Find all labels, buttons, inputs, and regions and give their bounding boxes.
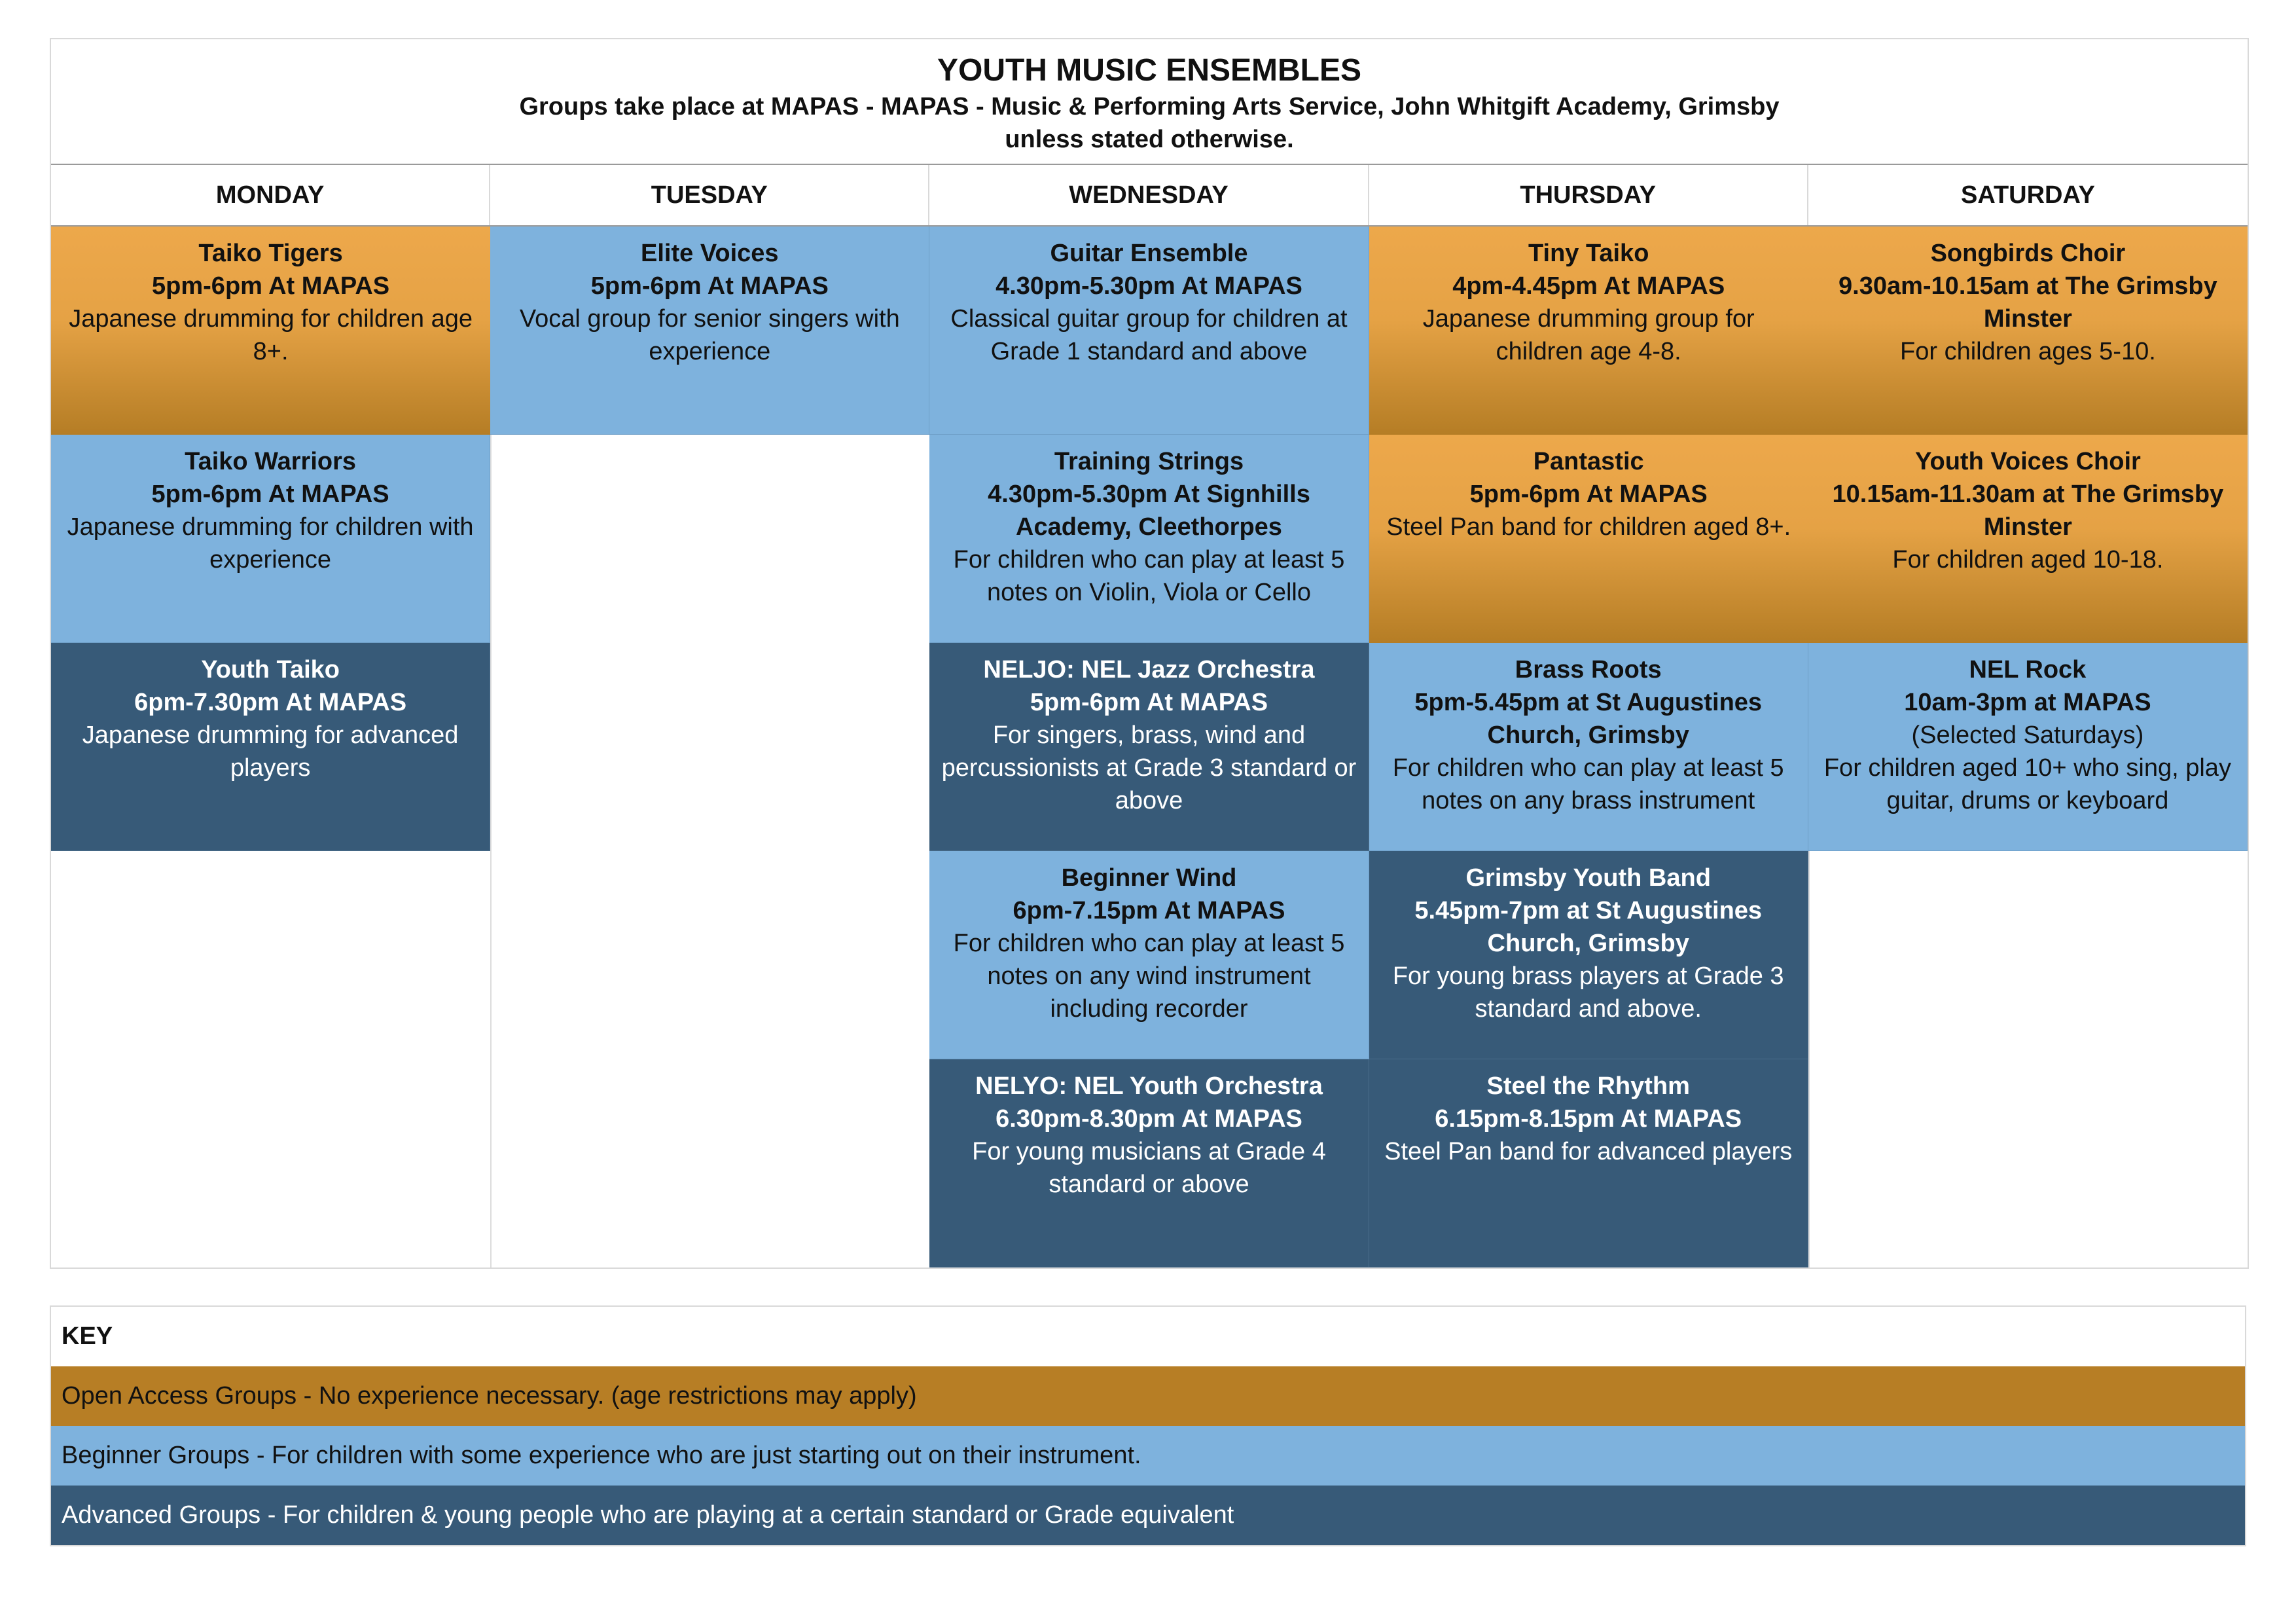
- timetable-header: [51, 39, 2248, 165]
- group-name: NEL Rock: [1969, 656, 2087, 684]
- venue-subtitle-note: unless stated otherwise.: [1005, 126, 1294, 153]
- group-name: Youth Taiko: [201, 656, 340, 684]
- group-description: Japanese drumming for children with experience: [67, 513, 474, 574]
- group-note: (Selected Saturdays): [1911, 721, 2144, 749]
- group-card-youth-voices-choir: [1808, 435, 2248, 643]
- group-time: 4pm-4.45pm At MAPAS: [1452, 272, 1725, 300]
- group-name: NELJO: NEL Jazz Orchestra: [983, 656, 1315, 684]
- group-time: 5pm-6pm At MAPAS: [590, 272, 829, 300]
- group-name: Beginner Wind: [1061, 864, 1237, 892]
- group-description: Japanese drumming for children age 8+.: [69, 305, 473, 365]
- group-description: For children aged 10+ who sing, play guitar, drums or keyboard: [1823, 754, 2231, 814]
- group-description: For children aged 10-18.: [1892, 546, 2164, 574]
- group-name: Elite Voices: [641, 240, 779, 267]
- page-title: YOUTH MUSIC ENSEMBLES: [937, 53, 1362, 88]
- group-time: 5pm-5.45pm at St Augustines Church, Grimsby: [1414, 689, 1763, 749]
- group-card-pantastic: [1369, 435, 1808, 643]
- group-card-songbirds-choir: [1808, 227, 2248, 435]
- group-description: For children who can play at least 5 notes on any wind instrument including recorder: [953, 930, 1345, 1023]
- group-description: Steel Pan band for children aged 8+.: [1386, 513, 1791, 541]
- group-description: For children who can play at least 5 notes on Violin, Viola or Cello: [953, 546, 1345, 606]
- day-header-wednesday: WEDNESDAY: [929, 165, 1369, 225]
- group-card-youth-taiko: [51, 643, 490, 851]
- group-description: For children who can play at least 5 notes on any brass instrument: [1392, 754, 1784, 814]
- group-name: Training Strings: [1054, 448, 1244, 475]
- group-card-grimsby-youth-band: [1369, 851, 1808, 1059]
- group-card-steel-the-rhythm: [1369, 1059, 1808, 1267]
- group-name: Songbirds Choir: [1930, 240, 2126, 267]
- group-card-taiko-warriors: [51, 435, 490, 643]
- group-description: For children ages 5-10.: [1900, 338, 2156, 365]
- group-card-nel-rock: [1808, 643, 2248, 851]
- schedule-grid: [51, 227, 2248, 1267]
- venue-subtitle: Groups take place at MAPAS - MAPAS - Music & Performing Arts Service, John Whitgift Academy, Grimsby: [519, 93, 1780, 120]
- group-card-neljo: [929, 643, 1369, 851]
- group-time: 10.15am-11.30am at The Grimsby Minster: [1832, 481, 2224, 541]
- group-card-guitar-ensemble: [929, 227, 1369, 435]
- legend-advanced: Advanced Groups - For children & young people who are playing at a certain standard or Grade equivalent: [51, 1486, 2245, 1545]
- group-card-nelyo: [929, 1059, 1369, 1267]
- group-name: Youth Voices Choir: [1914, 448, 2141, 475]
- group-time: 6.30pm-8.30pm At MAPAS: [996, 1105, 1302, 1133]
- group-card-elite-voices: [490, 227, 929, 435]
- group-description: For singers, brass, wind and percussionists at Grade 3 standard or above: [941, 721, 1357, 814]
- legend-title: KEY: [51, 1307, 2245, 1366]
- group-name: Tiny Taiko: [1528, 240, 1649, 267]
- day-header-row: [51, 165, 2248, 227]
- day-header-monday: MONDAY: [51, 165, 490, 225]
- group-time: 6pm-7.30pm At MAPAS: [134, 689, 407, 716]
- group-time: 5pm-6pm At MAPAS: [151, 481, 389, 508]
- group-description: Vocal group for senior singers with experience: [519, 305, 900, 365]
- legend-key: [50, 1305, 2246, 1546]
- group-description: Classical guitar group for children at Grade 1 standard and above: [950, 305, 1348, 365]
- group-time: 5.45pm-7pm at St Augustines Church, Grimsby: [1414, 897, 1763, 957]
- day-header-thursday: THURSDAY: [1369, 165, 1808, 225]
- group-time: 5pm-6pm At MAPAS: [1030, 689, 1268, 716]
- group-card-brass-roots: [1369, 643, 1808, 851]
- group-time: 5pm-6pm At MAPAS: [1469, 481, 1708, 508]
- timetable: [50, 38, 2249, 1269]
- group-description: Japanese drumming for advanced players: [82, 721, 459, 782]
- group-name: Taiko Warriors: [185, 448, 357, 475]
- group-name: Brass Roots: [1515, 656, 1662, 684]
- group-time: 4.30pm-5.30pm At Signhills Academy, Cleethorpes: [988, 481, 1310, 541]
- group-card-taiko-tigers: [51, 227, 490, 435]
- group-description: Steel Pan band for advanced players: [1384, 1138, 1793, 1165]
- day-header-tuesday: TUESDAY: [490, 165, 929, 225]
- group-card-tiny-taiko: [1369, 227, 1808, 435]
- group-name: Pantastic: [1533, 448, 1644, 475]
- group-time: 6pm-7.15pm At MAPAS: [1013, 897, 1285, 924]
- group-time: 6.15pm-8.15pm At MAPAS: [1435, 1105, 1742, 1133]
- day-header-saturday: SATURDAY: [1960, 181, 2095, 209]
- group-name: Guitar Ensemble: [1050, 240, 1248, 267]
- group-name: Grimsby Youth Band: [1465, 864, 1711, 892]
- group-description: For young brass players at Grade 3 standard and above.: [1392, 962, 1784, 1023]
- group-name: Steel the Rhythm: [1486, 1072, 1690, 1100]
- group-description: Japanese drumming group for children age 4-8.: [1422, 305, 1755, 365]
- group-time: 10am-3pm at MAPAS: [1904, 689, 2151, 716]
- group-time: 9.30am-10.15am at The Grimsby Minster: [1839, 272, 2217, 333]
- group-time: 5pm-6pm At MAPAS: [152, 272, 390, 300]
- group-description: For young musicians at Grade 4 standard or above: [972, 1138, 1326, 1198]
- legend-open-access: Open Access Groups - No experience necessary. (age restrictions may apply): [51, 1366, 2245, 1426]
- legend-beginner: Beginner Groups - For children with some experience who are just starting out on their instrument.: [51, 1426, 2245, 1486]
- group-time: 4.30pm-5.30pm At MAPAS: [996, 272, 1302, 300]
- group-name: NELYO: NEL Youth Orchestra: [975, 1072, 1323, 1100]
- group-card-training-strings: [929, 435, 1369, 643]
- group-name: Taiko Tigers: [198, 240, 343, 267]
- group-card-beginner-wind: [929, 851, 1369, 1059]
